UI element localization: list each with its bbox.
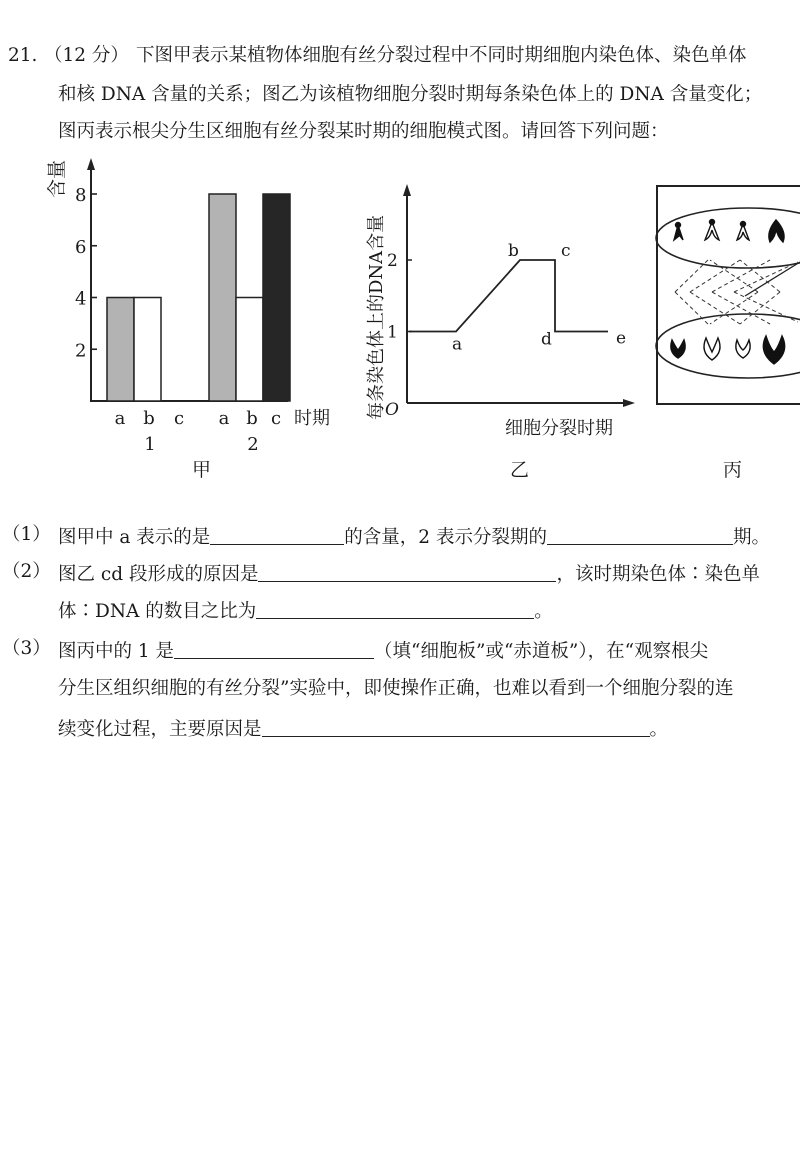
jia-xlabel: 时期	[294, 408, 330, 429]
yi-point-label-d: d	[541, 329, 552, 350]
yi-point-label-a: a	[452, 334, 463, 355]
figure-bing-cell-diagram	[650, 180, 800, 490]
jia-bar-letter: b	[143, 408, 155, 429]
yi-point-label-c: c	[561, 241, 571, 261]
q3-part-1: 图丙中的 1 是	[58, 641, 175, 662]
yi-y-axis-arrow	[403, 184, 411, 196]
upper-chromosomes	[674, 220, 784, 243]
jia-period-label: 2	[247, 434, 259, 455]
jia-ytick-label: 2	[75, 340, 87, 362]
q2-part-3: 体∶DNA 的数目之比为	[58, 601, 257, 622]
yi-point-label-e: e	[616, 328, 627, 349]
q1-part-2: 的含量，2 表示分裂期的	[344, 527, 547, 548]
jia-bar-c	[263, 194, 290, 401]
jia-caption: 甲	[192, 459, 212, 481]
jia-period-label: 1	[144, 434, 156, 455]
q1-number: （1）	[2, 524, 51, 545]
jia-bar-b	[236, 298, 263, 402]
jia-bar-a	[209, 194, 236, 401]
q2-text-line-1	[58, 563, 760, 585]
jia-bar-letter: c	[270, 408, 282, 429]
q3-part-5: 。	[649, 719, 669, 740]
q2-number: （2）	[2, 561, 51, 582]
yi-xlabel: 细胞分裂时期	[505, 418, 613, 439]
jia-ytick-label: 4	[75, 288, 87, 310]
q3-blank-1[interactable]	[174, 640, 374, 659]
yi-x-axis-arrow	[623, 399, 635, 407]
jia-bar-letter: b	[246, 408, 258, 429]
question-number: 21.	[8, 45, 38, 66]
jia-bar-b	[134, 298, 161, 402]
lower-chromosomes	[671, 336, 785, 364]
q3-text-line-2: 分生区组织细胞的有丝分裂”实验中，即使操作正确，也难以看到一个细胞分裂的连	[58, 678, 734, 699]
jia-ytick-label: 6	[75, 236, 87, 258]
q2-blank-2[interactable]	[256, 600, 534, 619]
q1-blank-1[interactable]	[210, 526, 344, 545]
figure-jia-bar-chart	[0, 150, 350, 490]
yi-origin: O	[385, 400, 399, 420]
question-line-3: 图丙表示根尖分生区细胞有丝分裂某时期的细胞模式图。请回答下列问题：	[58, 121, 669, 142]
jia-bar-letter: c	[173, 408, 185, 429]
q3-text-line-1	[58, 640, 708, 662]
q2-part-4: 。	[534, 601, 553, 622]
yi-point-label-b: b	[508, 241, 519, 261]
q1-text	[58, 526, 770, 548]
jia-bar-letter: a	[114, 408, 126, 429]
q2-blank-1[interactable]	[258, 563, 556, 582]
jia-ytick-label: 8	[75, 185, 87, 206]
q1-blank-2[interactable]	[547, 526, 733, 545]
q3-number: （3）	[2, 638, 51, 659]
yi-caption: 乙	[510, 459, 530, 481]
q2-part-1: 图乙 cd 段形成的原因是	[58, 564, 259, 585]
jia-bar-a	[107, 298, 134, 402]
question-line-2: 和核 DNA 含量的关系；图乙为该植物细胞分裂时期每条染色体上的 DNA 含量变化；	[58, 84, 763, 105]
yi-ytick-label: 2	[387, 251, 398, 271]
jia-bar-letter: a	[218, 408, 230, 429]
q1-part-1: 图甲中 a 表示的是	[58, 527, 211, 548]
jia-y-axis-arrow	[87, 158, 95, 170]
yi-dna-curve	[409, 260, 608, 332]
yi-ytick-label: 1	[387, 322, 398, 343]
figure-yi-line-chart	[345, 180, 645, 490]
jia-ylabel: 含量	[46, 159, 68, 198]
question-line-1: 下图甲表示某植物体细胞有丝分裂过程中不同时期细胞内染色体、染色单体	[136, 45, 747, 66]
q3-part-4: 续变化过程，主要原因是	[58, 719, 262, 740]
bing-caption: 丙	[723, 459, 743, 481]
yi-ylabel: 每条染色体上的DNA含量	[366, 214, 387, 420]
question-score: （12 分）	[44, 45, 129, 66]
q3-text-line-3	[58, 718, 668, 740]
q2-part-2: ，该时期染色体∶染色单	[556, 564, 760, 585]
q3-part-2: （填“细胞板”或“赤道板”），在“观察根尖	[374, 641, 709, 662]
q3-blank-2[interactable]	[262, 718, 650, 737]
q2-text-line-2	[58, 600, 553, 622]
q1-part-3: 期。	[732, 527, 770, 548]
